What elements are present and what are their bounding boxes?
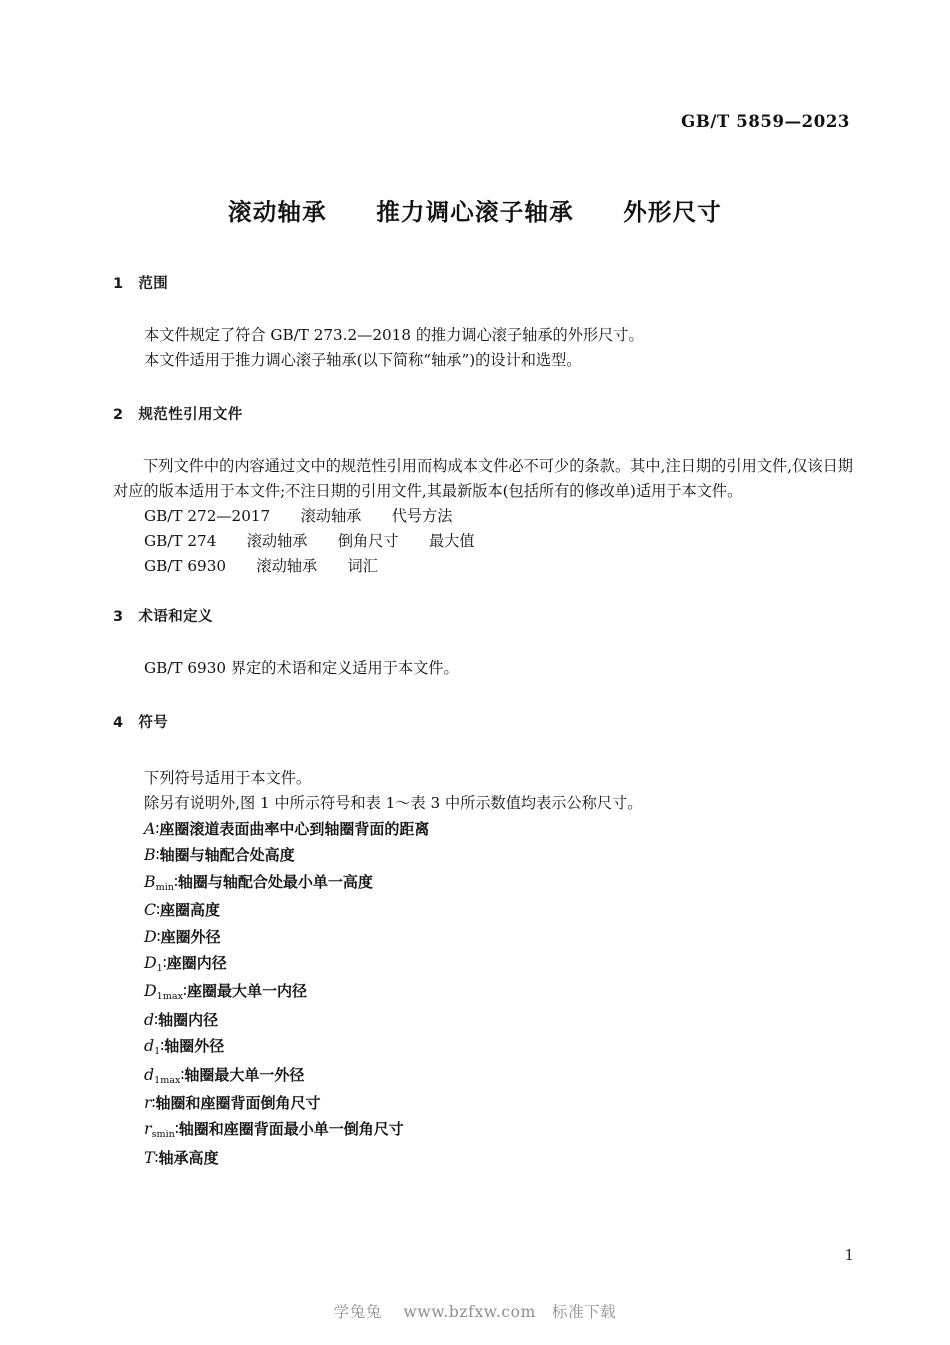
symbol-glyph: B: [144, 845, 156, 865]
reference-item: GB/T 272—2017 滚动轴承 代号方法: [144, 507, 453, 525]
symbol-definition-text: 座圈外径: [160, 927, 221, 946]
symbol-definition-item: [144, 816, 853, 842]
symbol-separator: ∶: [155, 846, 160, 865]
symbol-definition-text: 轴圈与轴配合处最小单一高度: [177, 872, 373, 891]
symbol-glyph: $D_{1max}$: [144, 981, 184, 1003]
symbols-paragraph-2: 除另有说明外,图 1 中所示符号和表 1～表 3 中所示数值均表示公称尺寸。: [144, 794, 643, 812]
symbol-separator: ∶: [173, 872, 178, 891]
symbols-paragraph-1: 下列符号适用于本文件。: [144, 769, 312, 787]
symbol-definition-text: 座圈内径: [166, 954, 227, 973]
reference-item: GB/T 6930 滚动轴承 词汇: [144, 557, 378, 575]
symbol-subscript: 1max: [156, 991, 184, 1003]
symbol-definition-text: 轴承高度: [158, 1148, 219, 1167]
section-heading-scope: 1 范围: [113, 276, 169, 292]
page-title: 滚动轴承 推力调心滚子轴承 外形尺寸: [228, 198, 722, 226]
symbol-separator: ∶: [160, 1037, 165, 1056]
symbol-separator: ∶: [183, 982, 187, 1001]
symbol-definition-item: [144, 1090, 853, 1116]
section-heading-normative-references: 2 规范性引用文件: [113, 407, 243, 423]
symbol-glyph: D: [144, 926, 157, 946]
symbol-definition-item: [144, 897, 853, 923]
symbol-definition-item: [144, 1007, 853, 1033]
symbol-glyph: $r_{smin}$: [144, 1119, 175, 1141]
symbol-separator: ∶: [174, 1120, 179, 1139]
symbol-definition-text: 座圈滚道表面曲率中心到轴圈背面的距离: [159, 820, 430, 838]
symbol-definition-item: [144, 950, 853, 978]
symbol-separator: ∶: [162, 954, 167, 973]
symbol-definition-text: 轴圈和座圈背面倒角尺寸: [155, 1094, 321, 1113]
symbol-definition-item: [144, 1033, 853, 1061]
symbol-separator: ∶: [180, 1065, 185, 1084]
symbol-separator: ∶: [156, 927, 161, 946]
symbol-glyph: C: [144, 900, 157, 920]
symbol-glyph: r: [144, 1093, 152, 1113]
scope-paragraph-2: 本文件适用于推力调心滚子轴承(以下简称“轴承”)的设计和选型。: [144, 351, 582, 369]
symbol-subscript: min: [155, 881, 174, 893]
symbol-separator: ∶: [156, 901, 161, 920]
symbol-glyph: T: [144, 1147, 155, 1167]
symbol-definition-text: 轴圈最大单一外径: [184, 1065, 305, 1084]
symbol-separator: ∶: [155, 820, 160, 838]
symbol-definition-text: 轴圈外径: [164, 1037, 225, 1056]
symbol-subscript: 1max: [154, 1074, 181, 1086]
terms-paragraph: GB/T 6930 界定的术语和定义适用于本文件。: [144, 659, 459, 677]
symbol-definition-item: [144, 978, 853, 1006]
section-heading-symbols: 4 符号: [113, 715, 169, 731]
symbol-separator: ∶: [151, 1094, 156, 1113]
symbol-definition-text: 轴圈和座圈背面最小单一倒角尺寸: [178, 1120, 404, 1139]
normative-references-paragraph: 下列文件中的内容通过文中的规范性引用而构成本文件必不可少的条款。其中,注日期的引用文件,仅该日期对应的版本适用于本文件;不注日期的引用文件,其最新版本(包括所有的修改单)适用于本文件。: [113, 457, 853, 500]
symbol-definition-item: [144, 869, 853, 897]
symbol-glyph: $d_{1max}$: [144, 1064, 181, 1086]
section-heading-terms-and-definitions: 3 术语和定义: [113, 609, 213, 625]
symbol-definition-text: 轴圈与轴配合处高度: [159, 846, 295, 865]
watermark-footer: 学兔兔 www.bzfxw.com 标准下载: [333, 1303, 617, 1321]
scope-paragraph-1: 本文件规定了符合 GB/T 273.2—2018 的推力调心滚子轴承的外形尺寸。: [144, 326, 644, 344]
document-body: [113, 272, 853, 1171]
symbol-definition-item: [144, 924, 853, 950]
symbol-definition-item: [144, 842, 853, 868]
symbol-definition-list: [113, 816, 853, 1171]
symbol-definition-text: 座圈最大单一内径: [186, 982, 307, 1001]
symbol-glyph: $D_1$: [144, 953, 163, 975]
page-number: 1: [844, 1246, 854, 1264]
symbol-definition-item: [144, 1116, 853, 1144]
running-header-standard-code: GB/T 5859—2023: [681, 112, 850, 131]
reference-item: GB/T 274 滚动轴承 倒角尺寸 最大值: [144, 532, 475, 550]
symbol-definition-text: 轴圈内径: [158, 1010, 219, 1029]
symbol-definition-item: [144, 1145, 853, 1171]
symbol-subscript: smin: [151, 1129, 175, 1141]
symbol-definition-text: 座圈高度: [160, 901, 221, 920]
symbol-glyph: A: [144, 819, 156, 838]
symbol-definition-item: [144, 1062, 853, 1090]
symbol-subscript: 1: [156, 963, 163, 975]
symbol-separator: ∶: [154, 1148, 159, 1167]
symbol-glyph: $B_{min}$: [144, 871, 174, 893]
symbol-glyph: d: [144, 1009, 155, 1029]
symbol-glyph: $d_1$: [144, 1036, 161, 1058]
symbol-subscript: 1: [154, 1046, 161, 1058]
symbol-separator: ∶: [154, 1010, 159, 1029]
